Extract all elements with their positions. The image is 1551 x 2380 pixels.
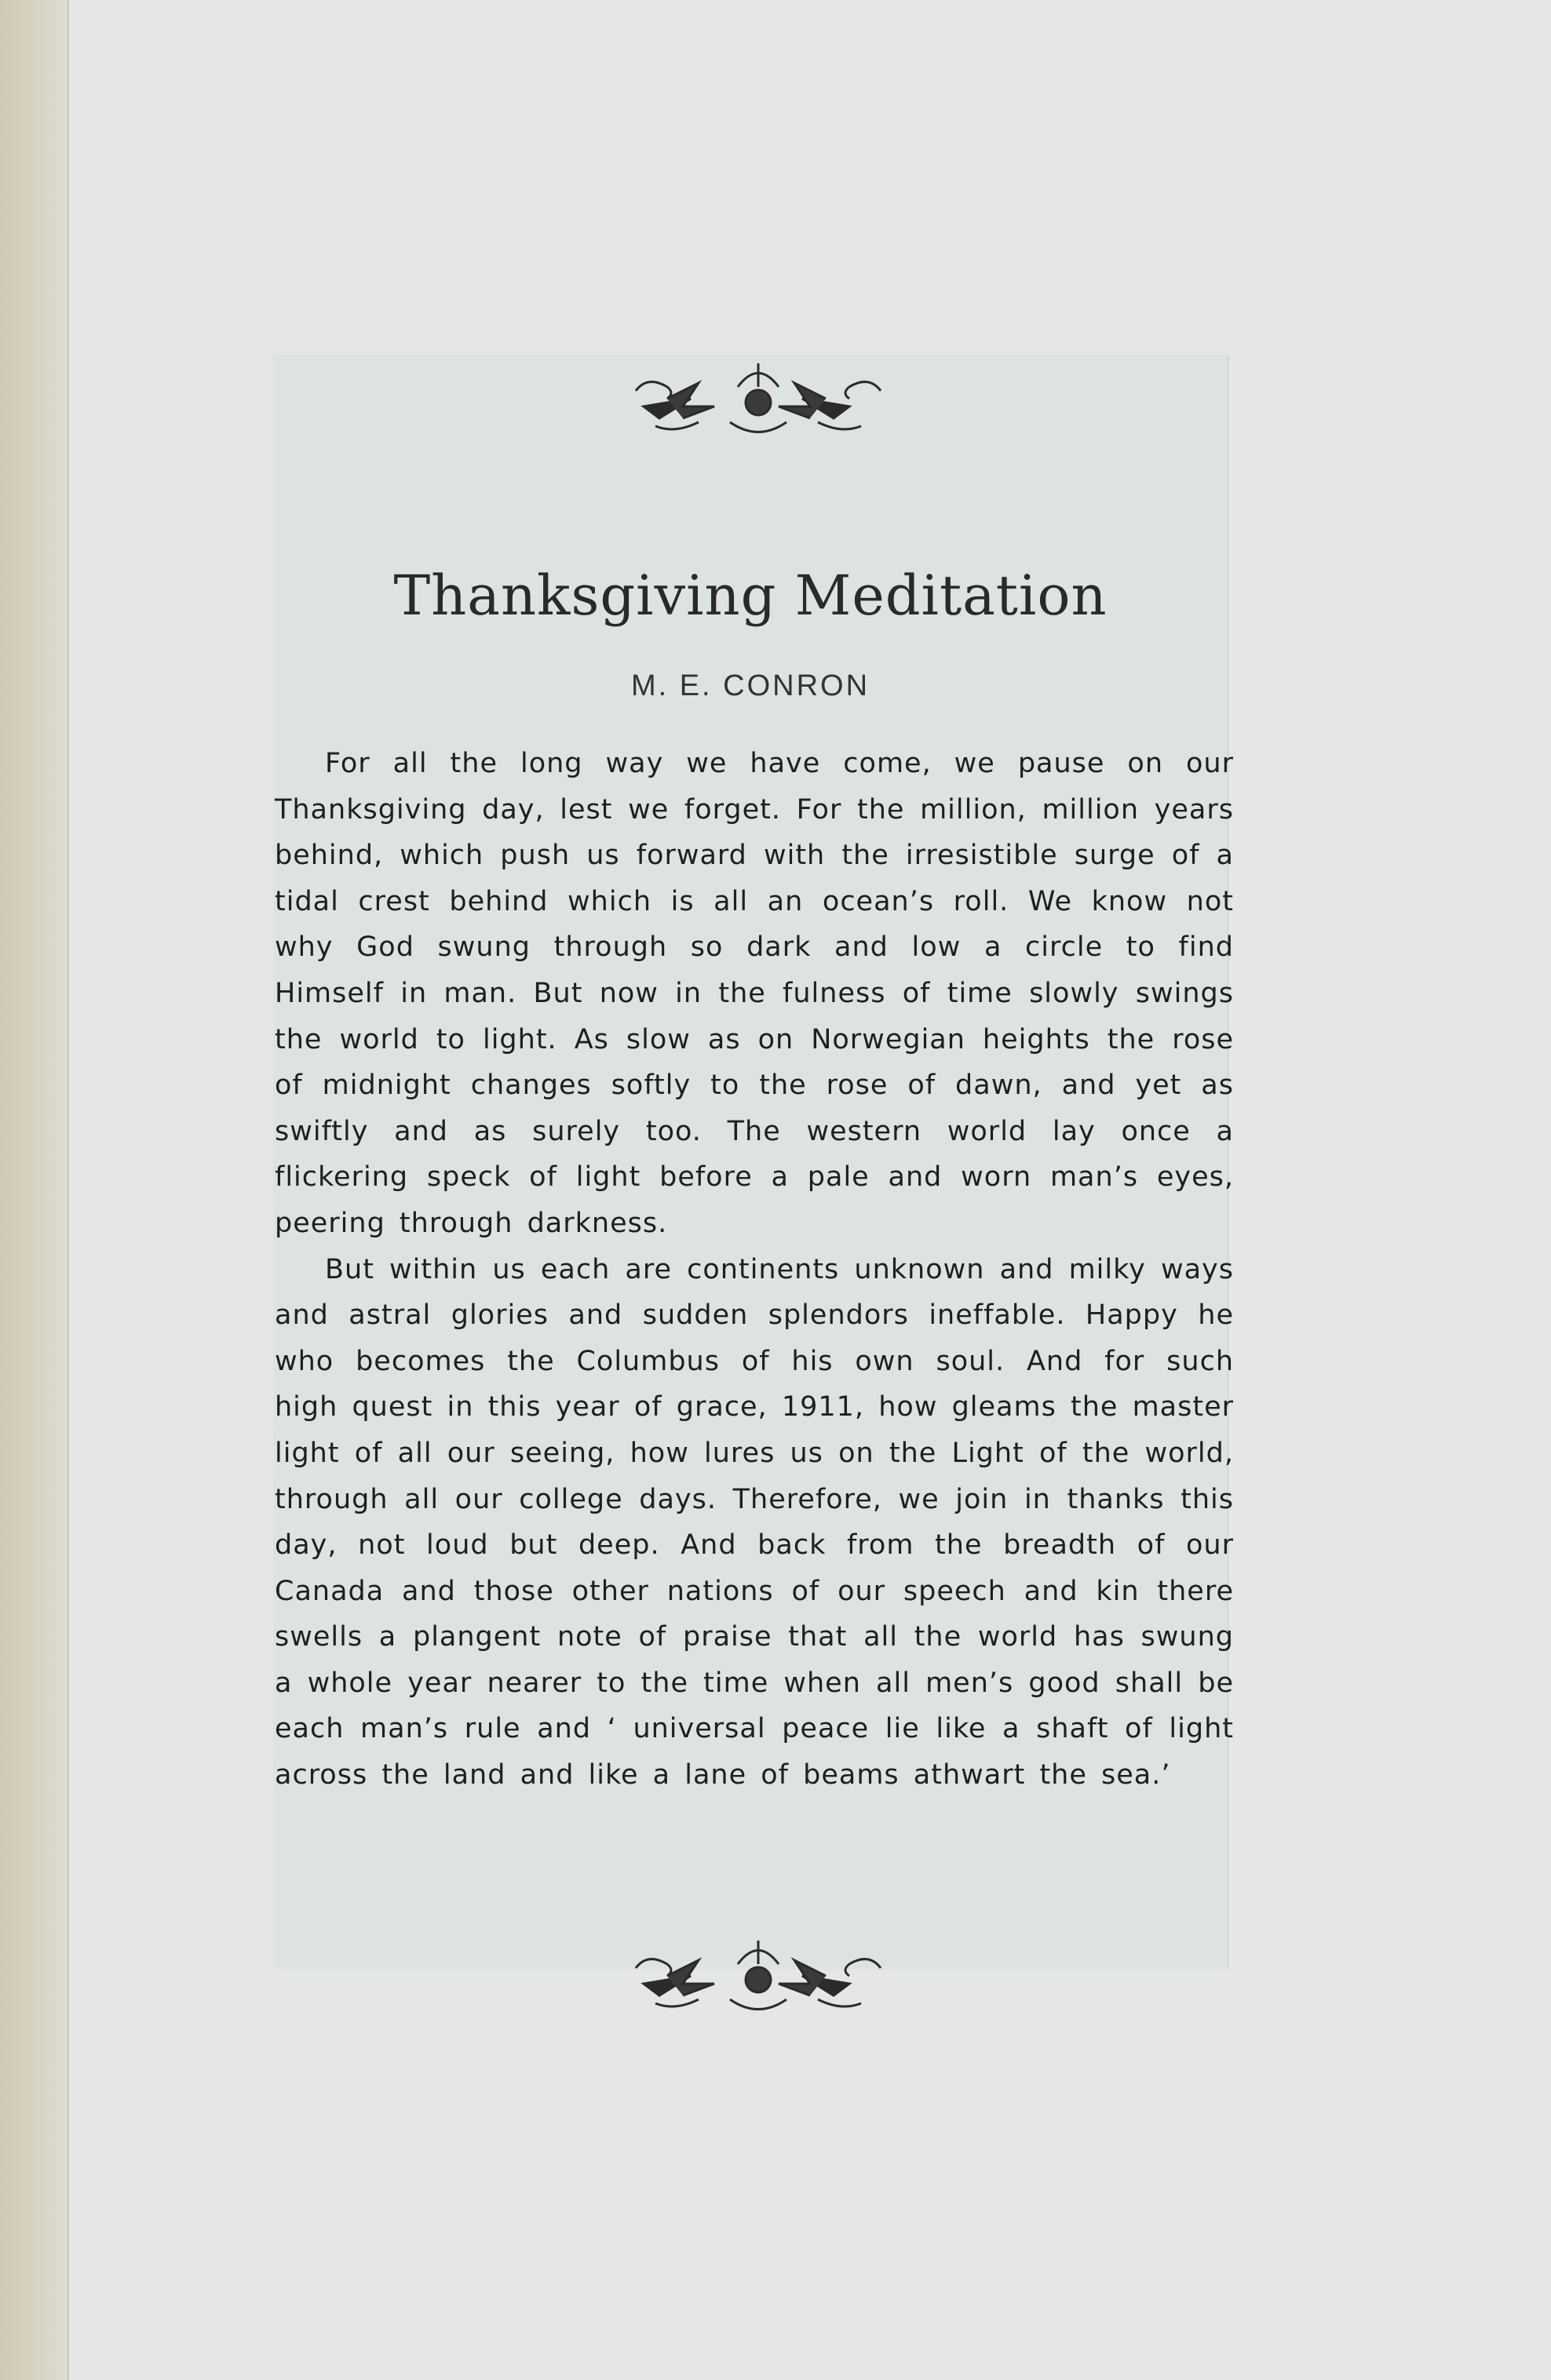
- floral-ornament-top-svg: [620, 359, 896, 446]
- article-body: [275, 741, 1234, 1799]
- paragraph: But within us each are continents unknown and milky ways and astral glories and sudden splendors ineffable. Happy he who becomes the Columbus of his own soul. And for such high quest in this year of grace, 1911, how gleams the master light of all our seeing, how lures us on the Light of the world, through all our college days. Therefore, we join in thanks this day, not loud but deep. And back from the breadth of our Canada and those other nations of our speech and kin there swells a plangent note of praise that all the world has swung a whole year nearer to the time when all men’s good shall be each man’s rule and ‘ universal peace lie like a shaft of light across the land and like a lane of beams athwart the sea.’: [275, 1253, 1234, 1791]
- article-title: Thanksgiving Meditation: [393, 563, 1108, 628]
- book-gutter: [0, 0, 69, 2380]
- floral-ornament-bottom-svg: [620, 1937, 896, 2023]
- floral-ornament-icon: [620, 1937, 896, 2023]
- floral-ornament-icon: [620, 359, 896, 446]
- paragraph: For all the long way we have come, we pause on our Thanksgiving day, lest we forget. For the million, million years behind, which push us forward with the irresistible surge of a tidal crest behind which is all an ocean’s roll. We know not why God swung through so dark and low a circle to find Himself in man. But now in the fulness of time slowly swings the world to light. As slow as on Norwegian heights the rose of midnight changes softly to the rose of dawn, and yet as swiftly and as surely too. The western world lay once a flickering speck of light before a pale and worn man’s eyes, peering through darkness.: [275, 748, 1234, 1239]
- article-author: M. E. CONRON: [630, 669, 870, 702]
